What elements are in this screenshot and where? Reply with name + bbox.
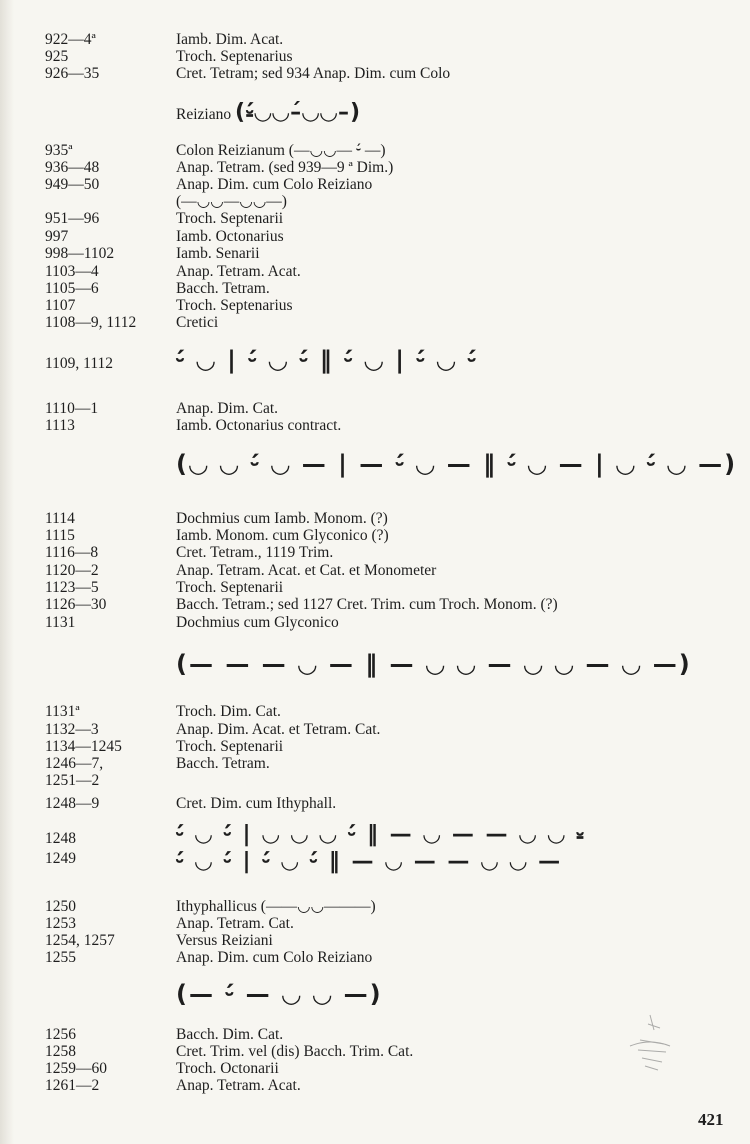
metre-description: Iamb. Octonarius — [176, 228, 284, 245]
line-reference: 1256 — [45, 1026, 76, 1043]
line-reference: 1109, 1112 — [45, 355, 114, 372]
line-reference: 922—4ª — [45, 31, 96, 48]
metre-description: Troch. Septenarius — [176, 48, 293, 65]
metre-scheme-glyconic: (— — — ◡ — ‖ — ◡ ◡ — ◡ ◡ — ◡ —) — [176, 650, 692, 678]
table-row — [0, 245, 750, 263]
table-row — [0, 510, 750, 528]
line-reference: 997 — [45, 228, 69, 245]
ink-stamp-mark — [620, 1010, 680, 1080]
line-reference: 926—35 — [45, 65, 100, 82]
table-row — [0, 263, 750, 281]
metre-description: Anap. Tetram. (sed 939—9 ª Dim.) — [176, 159, 394, 176]
line-reference: 1107 — [45, 297, 76, 314]
line-reference: 1259—60 — [45, 1060, 107, 1077]
metre-description: Troch. Septenarius — [176, 297, 293, 314]
line-reference: 1250 — [45, 898, 76, 915]
line-reference: 1115 — [45, 527, 75, 544]
line-reference: 1261—2 — [45, 1077, 100, 1094]
table-row — [0, 544, 750, 562]
line-reference: 1131ª — [45, 703, 80, 720]
table-row — [0, 755, 750, 773]
table-row — [0, 579, 750, 597]
table-row — [0, 703, 750, 721]
metre-description: Cret. Dim. cum Ithyphall. — [176, 795, 337, 812]
line-reference: 1113 — [45, 417, 75, 434]
table-row — [0, 795, 750, 813]
line-reference: 1246—7, — [45, 755, 104, 772]
line-reference: 1251—2 — [45, 772, 100, 789]
line-reference: 1114 — [45, 510, 75, 527]
metre-description: Dochmius cum Iamb. Monom. (?) — [176, 510, 388, 527]
line-reference: 1105—6 — [45, 280, 99, 297]
line-reference: 1258 — [45, 1043, 76, 1060]
metre-description: Dochmius cum Glyconico — [176, 614, 339, 631]
metre-description: Iamb. Monom. cum Glyconico (?) — [176, 527, 389, 544]
line-reference: 1248 — [45, 830, 76, 847]
metre-description: Bacch. Tetram.; sed 1127 Cret. Trim. cum Troch. Monom. (?) — [176, 596, 558, 613]
metre-description: Troch. Octonarii — [176, 1060, 279, 1077]
line-reference: 1134—1245 — [45, 738, 122, 755]
metre-description: Troch. Septenarii — [176, 579, 284, 596]
line-reference: 1103—4 — [45, 263, 99, 280]
table-row — [0, 738, 750, 756]
table-row — [0, 932, 750, 950]
metre-description: (—◡◡—◡◡—) — [176, 193, 287, 210]
metre-description: Troch. Septenarii — [176, 210, 284, 227]
metre-description: Bacch. Tetram. — [176, 280, 270, 297]
metre-description: Iamb. Octonarius contract. — [176, 417, 342, 434]
metre-scheme-octonarius: (◡ ◡ ⏑́ ◡ — | — ⏑́ ◡ — ‖ ⏑́ ◡ — | ◡ ⏑́ ◡ —) — [176, 450, 738, 478]
table-row — [0, 48, 750, 66]
metre-description: Anap. Dim. cum Colo Reiziano — [176, 949, 373, 966]
table-row — [0, 400, 750, 418]
metre-description: Versus Reiziani — [176, 932, 273, 949]
metre-scheme-1248: ⏑́ ◡ ⏑́ | ◡ ◡ ◡ ⏑́ ‖ — ◡ — — ◡ ◡ ⏓ — [176, 822, 586, 847]
reiziano-line — [0, 98, 750, 128]
metre-description: Iamb. Senarii — [176, 245, 260, 262]
line-reference: 1131 — [45, 614, 76, 631]
metre-description: Troch. Dim. Cat. — [176, 703, 281, 720]
table-row — [0, 614, 750, 632]
metre-description: Cret. Trim. vel (dis) Bacch. Trim. Cat. — [176, 1043, 414, 1060]
line-reference: 998—1102 — [45, 245, 115, 262]
metre-description: Anap. Tetram. Acat. — [176, 263, 301, 280]
table-row — [0, 562, 750, 580]
table-row — [0, 417, 750, 435]
line-reference: 1253 — [45, 915, 76, 932]
table-row — [0, 898, 750, 916]
metre-description: Cret. Tetram; sed 934 Anap. Dim. cum Colo — [176, 65, 451, 82]
table-row — [0, 596, 750, 614]
line-reference: 1110—1 — [45, 400, 99, 417]
line-reference: 1123—5 — [45, 579, 99, 596]
metre-description: Cretici — [176, 314, 219, 331]
metre-description: Troch. Septenarii — [176, 738, 284, 755]
line-reference: 925 — [45, 48, 69, 65]
table-row — [0, 210, 750, 228]
line-reference: 1108—9, 1112 — [45, 314, 137, 331]
table-row — [0, 159, 750, 177]
metre-scheme-cretici: ⏑́ ◡ | ⏑́ ◡ ⏑́ ‖ ⏑́ ◡ | ⏑́ ◡ ⏑́ — [176, 346, 478, 374]
line-reference: 1248—9 — [45, 795, 100, 812]
table-row — [0, 297, 750, 315]
metre-description: Anap. Dim. Acat. et Tetram. Cat. — [176, 721, 381, 738]
metre-description: Bacch. Dim. Cat. — [176, 1026, 284, 1043]
table-row — [0, 228, 750, 246]
metre-description: Colon Reizianum (—◡◡— ⏑́ —) — [176, 142, 386, 159]
metre-description: Anap. Tetram. Acat. et Cat. et Monometer — [176, 562, 437, 579]
metre-description: Anap. Tetram. Cat. — [176, 915, 294, 932]
table-row — [0, 314, 750, 332]
table-row — [0, 721, 750, 739]
line-reference: 1249 — [45, 850, 76, 867]
table-row — [0, 772, 750, 790]
table-row — [0, 915, 750, 933]
line-reference: 1126—30 — [45, 596, 107, 613]
metre-description: Bacch. Tetram. — [176, 755, 270, 772]
metre-description: Iamb. Dim. Acat. — [176, 31, 284, 48]
metre-scheme-1249: ⏑́ ◡ ⏑́ | ⏑́ ◡ ⏑́ ‖ — ◡ — — ◡ ◡ — — [176, 849, 563, 874]
line-reference: 1255 — [45, 949, 76, 966]
line-reference: 1120—2 — [45, 562, 99, 579]
line-reference: 935ª — [45, 142, 73, 159]
line-reference: 936—48 — [45, 159, 100, 176]
line-reference: 1132—3 — [45, 721, 99, 738]
table-row — [0, 949, 750, 967]
table-row — [0, 31, 750, 49]
line-reference: 1254, 1257 — [45, 932, 115, 949]
table-row — [0, 176, 750, 194]
table-row — [0, 527, 750, 545]
table-row — [0, 142, 750, 160]
metre-description: Anap. Dim. cum Colo Reiziano — [176, 176, 373, 193]
page-number: 421 — [698, 1110, 724, 1129]
metre-description: Ithyphallicus (——◡◡———) — [176, 898, 376, 915]
line-reference: 949—50 — [45, 176, 100, 193]
metre-description: Anap. Tetram. Acat. — [176, 1077, 301, 1094]
reiziano-scheme: (⏓́◡◡–́◡◡–) — [234, 100, 362, 125]
line-reference: 1116—8 — [45, 544, 99, 561]
line-reference: 951—96 — [45, 210, 100, 227]
metre-scheme-1255: (— ⏑́ — ◡ ◡ —) — [176, 980, 383, 1008]
metre-description: Cret. Tetram., 1119 Trim. — [176, 544, 334, 561]
table-row — [0, 280, 750, 298]
metre-description: Anap. Dim. Cat. — [176, 400, 279, 417]
table-row — [0, 193, 750, 211]
reiziano-label: Reiziano — [176, 106, 232, 123]
table-row — [0, 65, 750, 83]
